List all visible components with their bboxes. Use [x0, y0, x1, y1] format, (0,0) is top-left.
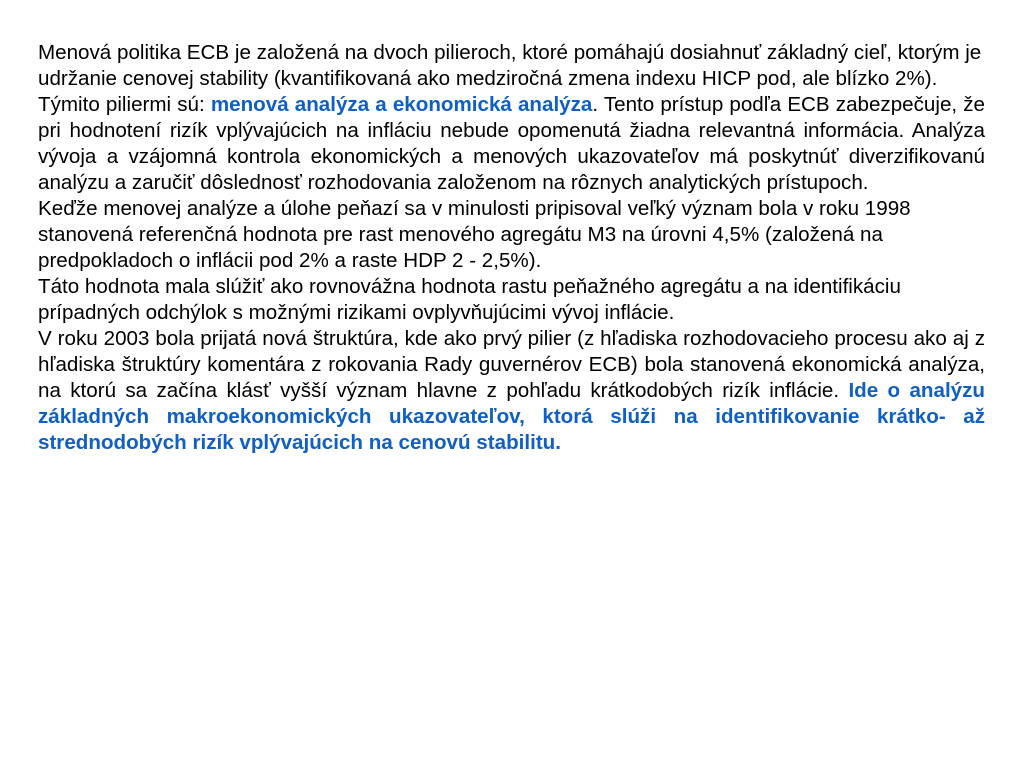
slide-text-body	[38, 40, 985, 456]
paragraph-pillars	[38, 92, 985, 196]
paragraph-reference-value: Keďže menovej analýze a úlohe peňazí sa v minulosti pripisoval veľký význam bola v roku 1998 stanovená referenčná hodnota pre rast menového agregátu M3 na úrovni 4,5% (založená na predpokladoch o inflácii pod 2% a raste HDP 2 - 2,5%).	[38, 197, 911, 272]
paragraph-pillars-body: . Tento prístup podľa ECB zabezpečuje, že pri hodnotení rizík vplývajúcich na infláciu nebude opomenutá žiadna relevantná informácia. Analýza vývoja a vzájomná kontrola ekonomických a menových ukazovateľov má poskytnúť diverzifikovanú analýzu a zaručiť dôslednosť rozhodovania založenom na rôznych analytických prístupoch.	[38, 93, 985, 194]
paragraph-2003-body: V roku 2003 bola prijatá nová štruktúra, kde ako prvý pilier (z hľadiska rozhodovacieho procesu ako aj z hľadiska štruktúry komentára z rokovania Rady guvernérov ECB) bola stanovená ekonomická analýza, na ktorú sa začína klásť vyšší význam hlavne z pohľadu krátkodobých rizík inflácie.	[38, 327, 985, 402]
pillars-highlight: menová analýza a ekonomická analýza	[210, 93, 593, 116]
paragraph-pillars-lead: Týmito piliermi sú:	[38, 93, 211, 116]
paragraph-2003-structure	[38, 326, 985, 456]
economic-analysis-highlight: Ide o analýzu základných makroekonomických ukazovateľov, ktorá slúži na identifikovanie krátko- až strednodobých rizík vplývajúcich na cenovú stabilitu.	[38, 379, 985, 454]
paragraph-intro: Menová politika ECB je založená na dvoch pilieroch, ktoré pomáhajú dosiahnuť základný cieľ, ktorým je udržanie cenovej stability (kvantifikovaná ako medziročná zmena indexu HICP pod, ale blízko 2%).	[38, 41, 982, 90]
paragraph-equilibrium: Táto hodnota mala slúžiť ako rovnovážna hodnota rastu peňažného agregátu a na identifikáciu prípadných odchýlok s možnými rizikami ovplyvňujúcimi vývoj inflácie.	[38, 275, 901, 324]
